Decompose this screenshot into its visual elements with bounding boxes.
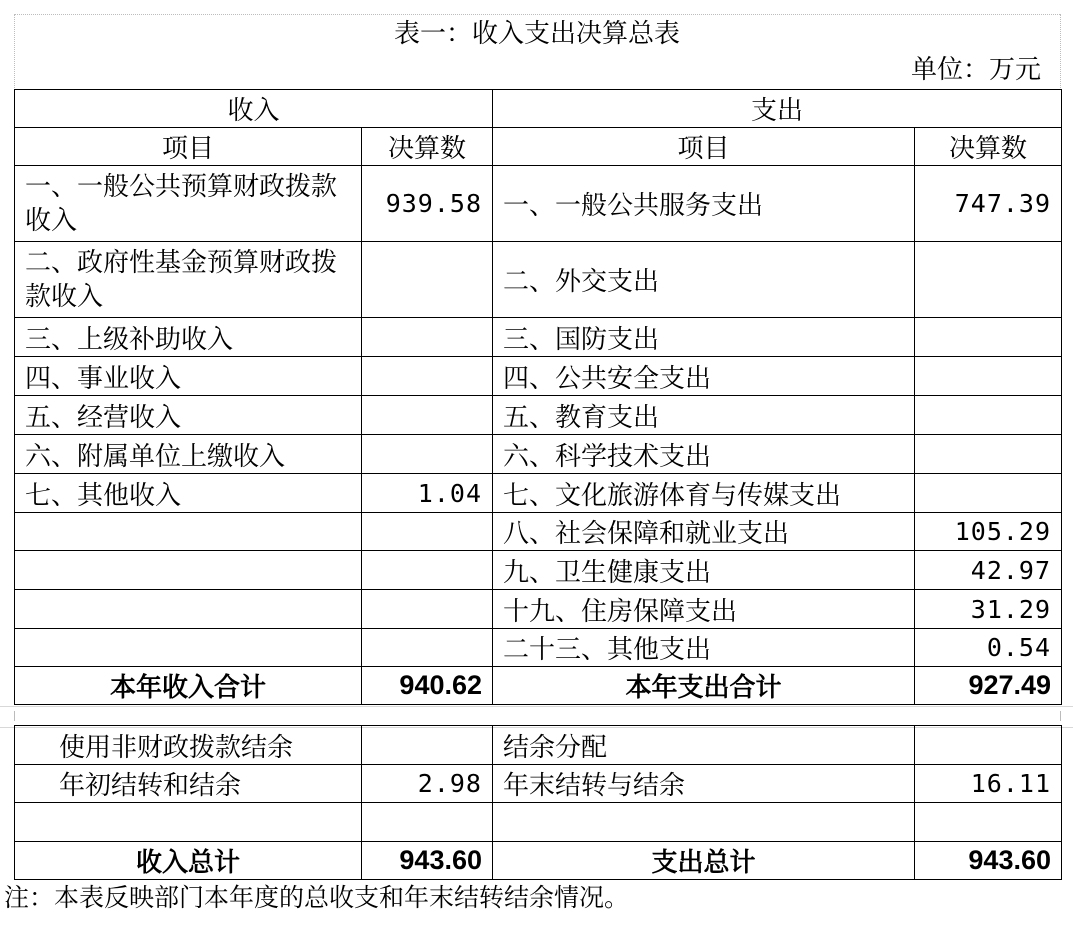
expense-item-header: 项目 (493, 128, 915, 166)
expense-item: 七、文化旅游体育与传媒支出 (493, 474, 915, 513)
expense-item: 二十三、其他支出 (493, 629, 915, 667)
income-amount: 939.58 (362, 166, 493, 242)
income-item: 二、政府性基金预算财政拨款收入 (15, 242, 362, 318)
income-total-amount: 943.60 (362, 842, 493, 880)
income-item: 六、附属单位上缴收入 (15, 435, 362, 474)
expense-amount: 16.11 (915, 765, 1062, 803)
expense-amount (915, 357, 1062, 396)
income-amount (362, 357, 493, 396)
expense-amount-header: 决算数 (915, 128, 1062, 166)
income-amount (362, 803, 493, 842)
income-item (15, 590, 362, 629)
expense-item: 六、科学技术支出 (493, 435, 915, 474)
expense-item: 二、外交支出 (493, 242, 915, 318)
income-item: 七、其他收入 (15, 474, 362, 513)
total-row (15, 842, 1062, 880)
expense-item: 三、国防支出 (493, 318, 915, 357)
expense-amount (915, 474, 1062, 513)
balance-table (14, 725, 1062, 880)
table-row (15, 803, 1062, 842)
income-amount (362, 318, 493, 357)
expense-subtotal-label: 本年支出合计 (493, 667, 915, 705)
expense-amount (915, 396, 1062, 435)
page-break-tick (1060, 711, 1061, 721)
income-total-label: 收入总计 (15, 842, 362, 880)
expense-item: 八、社会保障和就业支出 (493, 513, 915, 551)
table-row (15, 590, 1062, 629)
table-title: 表一：收入支出决算总表 (393, 19, 680, 49)
expense-total-amount: 943.60 (915, 842, 1062, 880)
income-item (15, 513, 362, 551)
expense-section-header: 支出 (493, 90, 1062, 128)
unit-label: 单位：万元 (910, 55, 1041, 85)
expense-amount: 42.97 (915, 551, 1062, 590)
section-header-row (15, 90, 1062, 128)
expense-amount (915, 435, 1062, 474)
column-header-row (15, 128, 1062, 166)
income-amount (362, 513, 493, 551)
income-amount (362, 551, 493, 590)
income-amount (362, 396, 493, 435)
income-item: 年初结转和结余 (15, 765, 362, 803)
table-row (15, 629, 1062, 667)
table-row (15, 357, 1062, 396)
table-row (15, 166, 1062, 242)
expense-amount: 747.39 (915, 166, 1062, 242)
income-item (15, 803, 362, 842)
expense-item: 结余分配 (493, 726, 915, 765)
table-row (15, 242, 1062, 318)
income-subtotal-label: 本年收入合计 (15, 667, 362, 705)
table-row (15, 396, 1062, 435)
income-item: 一、一般公共预算财政拨款收入 (15, 166, 362, 242)
income-item-header: 项目 (15, 128, 362, 166)
expense-amount: 31.29 (915, 590, 1062, 629)
income-amount (362, 590, 493, 629)
income-item: 五、经营收入 (15, 396, 362, 435)
income-amount (362, 435, 493, 474)
income-subtotal-amount: 940.62 (362, 667, 493, 705)
page-guide-right (1060, 14, 1061, 88)
income-item (15, 551, 362, 590)
income-amount (362, 242, 493, 318)
table-row (15, 318, 1062, 357)
expense-item: 十九、住房保障支出 (493, 590, 915, 629)
expense-amount: 0.54 (915, 629, 1062, 667)
expense-total-label: 支出总计 (493, 842, 915, 880)
table-row (15, 474, 1062, 513)
expense-subtotal-amount: 927.49 (915, 667, 1062, 705)
expense-amount (915, 726, 1062, 765)
page-break-tick (14, 711, 15, 721)
income-section-header: 收入 (15, 90, 493, 128)
expense-item: 四、公共安全支出 (493, 357, 915, 396)
expense-item (493, 803, 915, 842)
income-item: 三、上级补助收入 (15, 318, 362, 357)
expense-item: 一、一般公共服务支出 (493, 166, 915, 242)
income-amount-header: 决算数 (362, 128, 493, 166)
income-expense-table (14, 89, 1062, 705)
footnote: 注：本表反映部门本年度的总收支和年末结转结余情况。 (4, 883, 630, 912)
expense-item: 九、卫生健康支出 (493, 551, 915, 590)
table-row (15, 765, 1062, 803)
table-row (15, 435, 1062, 474)
income-item (15, 629, 362, 667)
table-row (15, 513, 1062, 551)
expense-item: 五、教育支出 (493, 396, 915, 435)
table-row (15, 726, 1062, 765)
expense-amount (915, 803, 1062, 842)
income-amount (362, 629, 493, 667)
expense-amount (915, 318, 1062, 357)
income-amount: 1.04 (362, 474, 493, 513)
income-amount: 2.98 (362, 765, 493, 803)
expense-amount (915, 242, 1062, 318)
income-item: 四、事业收入 (15, 357, 362, 396)
subtotal-row (15, 667, 1062, 705)
table-row (15, 551, 1062, 590)
expense-item: 年末结转与结余 (493, 765, 915, 803)
expense-amount: 105.29 (915, 513, 1062, 551)
income-amount (362, 726, 493, 765)
income-item: 使用非财政拨款结余 (15, 726, 362, 765)
